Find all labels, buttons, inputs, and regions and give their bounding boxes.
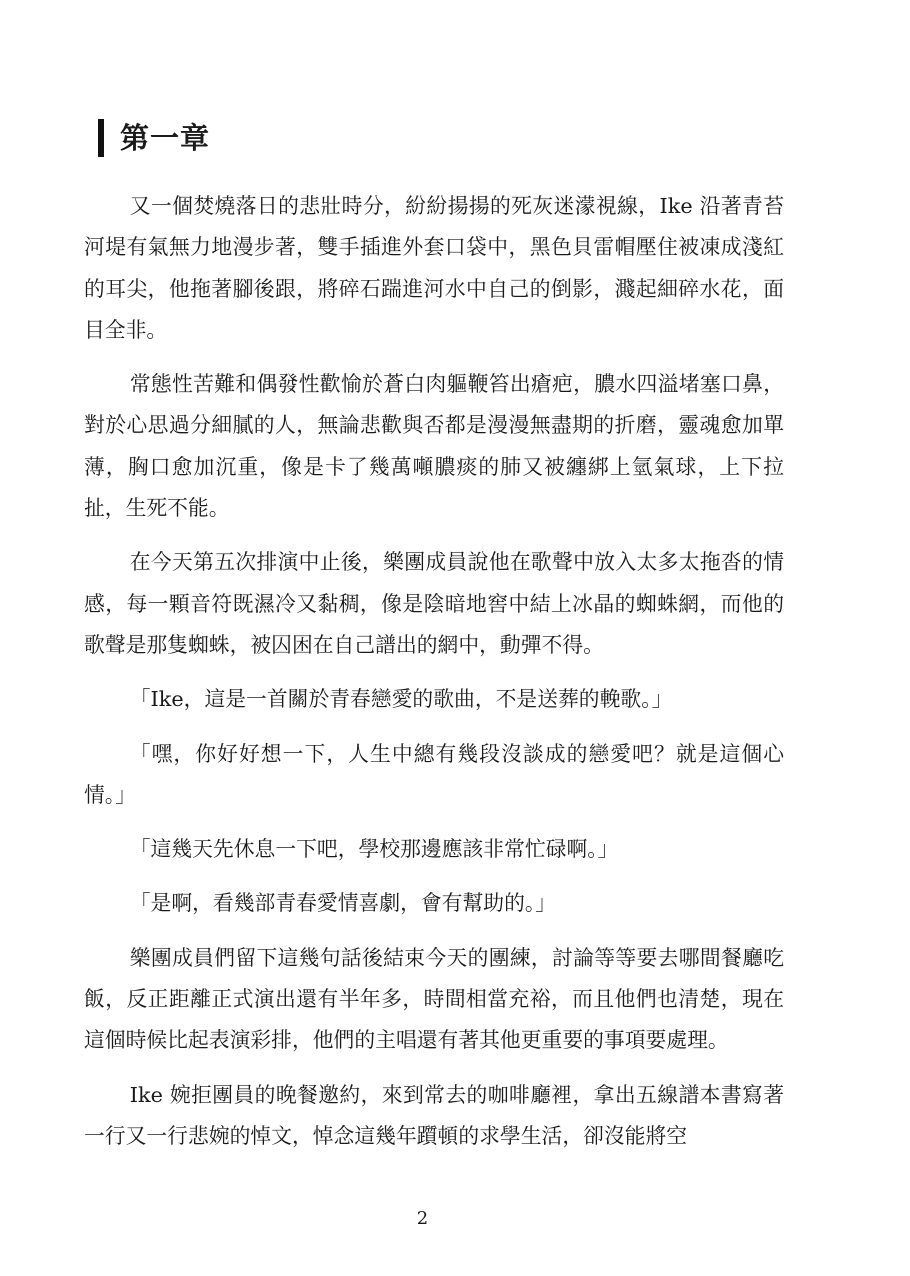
chapter-marker-bar <box>98 119 104 157</box>
dialogue-line: 「嘿，你好好想一下，人生中總有幾段沒談成的戀愛吧？就是這個心情。」 <box>84 741 784 807</box>
dialogue-line: 「Ike，這是一首關於青春戀愛的歌曲，不是送葬的輓歌。」 <box>129 687 673 712</box>
chapter-title: 第一章 <box>120 121 211 155</box>
paragraph: 在今天第五次排演中止後，樂團成員說他在歌聲中放入太多太拖沓的情感，每一顆音符既濕冷又黏稠，像是陰暗地窖中結上冰晶的蜘蛛網，而他的歌聲是那隻蜘蛛，被囚困在自己譜出的網中，動彈不得。 <box>84 550 784 657</box>
page-number: 2 <box>416 1208 429 1229</box>
paragraph: 又一個焚燒落日的悲壯時分，紛紛揚揚的死灰迷濛視線，Ike 沿著青苔河堤有氣無力地漫步著，雙手插進外套口袋中，黑色貝雷帽壓住被凍成淺紅的耳尖，他拖著腳後跟，將碎石踹進河水中自己的倒影，濺起細碎水花，面目全非。 <box>84 194 784 342</box>
paragraph: 樂團成員們留下這幾句話後結束今天的團練，討論等等要去哪間餐廳吃飯，反正距離正式演出還有半年多，時間相當充裕，而且他們也清楚，現在這個時候比起表演彩排，他們的主唱還有著其他更重要的事項要處理。 <box>84 945 784 1053</box>
chapter-heading <box>98 118 210 158</box>
dialogue-line: 「這幾天先休息一下吧，學校那邊應該非常忙碌啊。」 <box>129 837 619 862</box>
dialogue-line: 「是啊，看幾部青春愛情喜劇，會有幫助的。」 <box>129 891 557 916</box>
body-text <box>84 186 784 1170</box>
paragraph: 常態性苦難和偶發性歡愉於蒼白肉軀鞭笞出瘡疤，膿水四溢堵塞口鼻，對於心思過分細膩的人，無論悲歡與否都是漫漫無盡期的折磨，靈魂愈加單薄，胸口愈加沉重，像是卡了幾萬噸膿痰的肺又被纏綁上氫氣球，上下拉扯，生死不能。 <box>84 372 784 521</box>
paragraph: Ike 婉拒團員的晚餐邀約，來到常去的咖啡廳裡，拿出五線譜本書寫著一行又一行悲婉的悼文，悼念這幾年躓頓的求學生活，卻沒能將空 <box>84 1082 784 1148</box>
